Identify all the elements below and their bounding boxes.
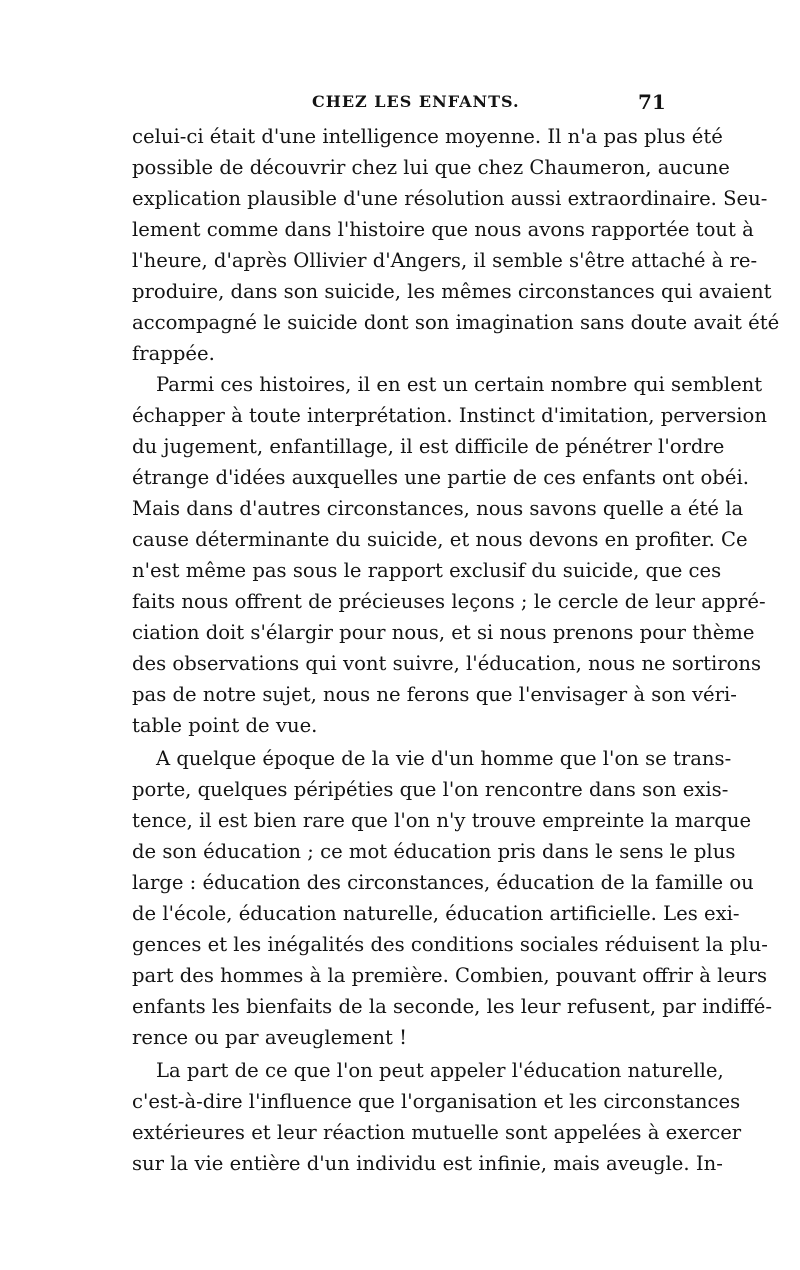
text-line: table point de vue. bbox=[132, 714, 318, 737]
text-line: Mais dans d'autres circonstances, nous savons quelle a été la bbox=[132, 497, 744, 520]
text-line: échapper à toute interprétation. Instinct d'imitation, perversion bbox=[132, 404, 767, 427]
text-line: l'heure, d'après Ollivier d'Angers, il semble s'être attaché à re- bbox=[132, 249, 758, 272]
paragraph-first-line: La part de ce que l'on peut appeler l'éducation naturelle, bbox=[156, 1059, 724, 1082]
page-number: 71 bbox=[638, 90, 666, 114]
text-line: explication plausible d'une résolution aussi extraordinaire. Seu- bbox=[132, 187, 768, 210]
text-line: c'est-à-dire l'influence que l'organisation et les circonstances bbox=[132, 1090, 741, 1113]
text-line: des observations qui vont suivre, l'éducation, nous ne sortirons bbox=[132, 652, 762, 675]
text-line: part des hommes à la première. Combien, pouvant offrir à leurs bbox=[132, 964, 768, 987]
text-line: produire, dans son suicide, les mêmes circonstances qui avaient bbox=[132, 280, 772, 303]
text-line: sur la vie entière d'un individu est infinie, mais aveugle. In- bbox=[132, 1152, 723, 1175]
text-line: ciation doit s'élargir pour nous, et si nous prenons pour thème bbox=[132, 621, 755, 644]
text-line: rence ou par aveuglement ! bbox=[132, 1026, 407, 1049]
text-line: de son éducation ; ce mot éducation pris dans le sens le plus bbox=[132, 840, 736, 863]
text-line: frappée. bbox=[132, 342, 215, 365]
paragraph-first-line: A quelque époque de la vie d'un homme que l'on se trans- bbox=[156, 747, 732, 770]
text-line: celui-ci était d'une intelligence moyenne. Il n'a pas plus été bbox=[132, 125, 723, 148]
text-line: large : éducation des circonstances, éducation de la famille ou bbox=[132, 871, 754, 894]
text-line: extérieures et leur réaction mutuelle sont appelées à exercer bbox=[132, 1121, 742, 1144]
text-line: pas de notre sujet, nous ne ferons que l'envisager à son véri- bbox=[132, 683, 737, 706]
text-line: de l'école, éducation naturelle, éducation artificielle. Les exi- bbox=[132, 902, 740, 925]
text-line: accompagné le suicide dont son imagination sans doute avait été bbox=[132, 311, 780, 334]
text-line: tence, il est bien rare que l'on n'y trouve empreinte la marque bbox=[132, 809, 752, 832]
text-line: cause déterminante du suicide, et nous devons en profiter. Ce bbox=[132, 528, 748, 551]
text-line: lement comme dans l'histoire que nous avons rapportée tout à bbox=[132, 218, 754, 241]
text-line: faits nous offrent de précieuses leçons ; le cercle de leur appré- bbox=[132, 590, 766, 613]
text-line: étrange d'idées auxquelles une partie de ces enfants ont obéi. bbox=[132, 466, 749, 489]
text-line: du jugement, enfantillage, il est difficile de pénétrer l'ordre bbox=[132, 435, 725, 458]
text-line: possible de découvrir chez lui que chez Chaumeron, aucune bbox=[132, 156, 730, 179]
text-line: gences et les inégalités des conditions sociales réduisent la plu- bbox=[132, 933, 768, 956]
text-line: porte, quelques péripéties que l'on rencontre dans son exis- bbox=[132, 778, 729, 801]
paragraph-first-line: Parmi ces histoires, il en est un certain nombre qui semblent bbox=[156, 373, 763, 396]
text-line: enfants les bienfaits de la seconde, les leur refusent, par indiffé- bbox=[132, 995, 772, 1018]
running-head: CHEZ LES ENFANTS. bbox=[312, 92, 520, 111]
text-line: n'est même pas sous le rapport exclusif du suicide, que ces bbox=[132, 559, 722, 582]
